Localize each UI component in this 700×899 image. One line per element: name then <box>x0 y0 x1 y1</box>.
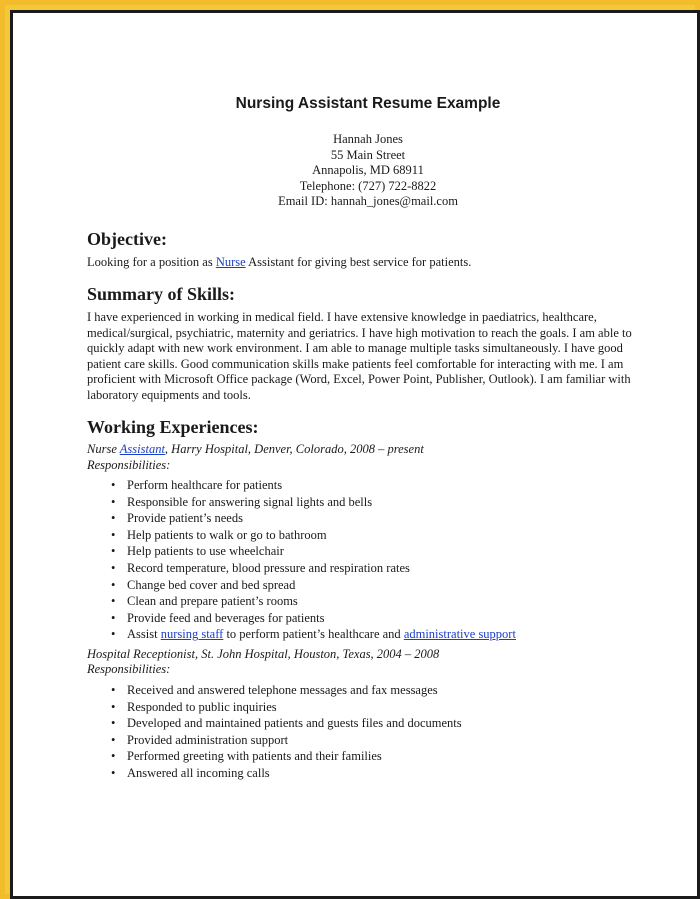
job-title: Hospital Receptionist, St. John Hospital, Houston, Texas, 2004 – 2008 <box>87 646 440 661</box>
job-entry <box>83 647 643 782</box>
list-item <box>111 593 643 610</box>
skills-heading: Summary of Skills: <box>87 284 236 304</box>
list-item <box>111 748 643 765</box>
nurse-link[interactable]: Nurse <box>215 254 246 269</box>
list-item-text: Change bed cover and bed spread <box>127 577 296 592</box>
bullet-icon: • <box>111 765 116 780</box>
bullet-icon: • <box>111 527 116 542</box>
list-item-text: Answered all incoming calls <box>127 765 270 780</box>
list-item <box>111 494 643 511</box>
bullet-icon: • <box>111 560 116 575</box>
list-item-text: Help patients to walk or go to bathroom <box>127 527 327 542</box>
list-item-text: Provide feed and beverages for patients <box>127 610 325 625</box>
responsibilities-list <box>83 682 643 782</box>
bullet-icon: • <box>111 749 116 764</box>
bullet-icon: • <box>111 577 116 592</box>
resume-title: Nursing Assistant Resume Example <box>235 95 501 112</box>
job-entry <box>83 442 643 643</box>
list-item-text: Developed and maintained patients and guests files and documents <box>127 716 462 731</box>
job-title-before: Nurse <box>87 442 120 456</box>
contact-block <box>83 132 643 210</box>
job-title-after: , Harry Hospital, Denver, Colorado, 2008 – present <box>164 442 424 456</box>
resume-content <box>83 95 643 782</box>
objective-text-before: Looking for a position as <box>87 254 216 269</box>
list-item-text: Perform healthcare for patients <box>127 478 283 492</box>
contact-email: Email ID: hannah_jones@mail.com <box>278 194 458 208</box>
list-item-text: Responsible for answering signal lights and bells <box>127 494 373 509</box>
objective-text <box>83 255 643 271</box>
bullet-icon: • <box>111 610 116 625</box>
list-item-text: Provide patient’s needs <box>127 511 243 526</box>
assistant-link[interactable]: Assistant <box>119 442 165 456</box>
responsibilities-label: Responsibilities: <box>87 662 171 677</box>
bullet-icon: • <box>111 511 116 526</box>
contact-telephone: Telephone: (727) 722-8822 <box>299 178 437 193</box>
responsibilities-label: Responsibilities: <box>87 457 171 472</box>
bullet-icon: • <box>111 627 116 642</box>
list-item <box>111 610 643 627</box>
responsibilities-list <box>83 477 643 643</box>
bullet-icon: • <box>111 699 116 714</box>
list-item <box>111 510 643 527</box>
list-item <box>111 682 643 699</box>
bullet-icon: • <box>111 682 116 697</box>
bullet-icon: • <box>111 716 116 731</box>
list-item <box>111 699 643 716</box>
list-item-text: Record temperature, blood pressure and respiration rates <box>127 560 410 575</box>
contact-name: Hannah Jones <box>333 132 403 146</box>
bullet-icon: • <box>111 594 116 609</box>
list-item <box>111 732 643 749</box>
nursing-staff-link[interactable]: nursing staff <box>160 627 224 642</box>
objective-text-after: Assistant for giving best service for patients. <box>245 254 472 269</box>
list-item <box>111 477 643 494</box>
list-item-text: Provided administration support <box>127 732 289 747</box>
list-item-text-before: Assist <box>127 627 161 642</box>
list-item <box>111 715 643 732</box>
list-item <box>111 560 643 577</box>
list-item <box>111 543 643 560</box>
resume-page <box>10 10 700 899</box>
list-item <box>111 527 643 544</box>
job-title <box>83 442 643 458</box>
list-item <box>111 765 643 782</box>
bullet-icon: • <box>111 732 116 747</box>
bullet-icon: • <box>111 478 116 492</box>
objective-heading: Objective: <box>87 228 167 249</box>
list-item-text: Help patients to use wheelchair <box>127 544 284 559</box>
bullet-icon: • <box>111 494 116 509</box>
administrative-support-link[interactable]: administrative support <box>403 627 516 642</box>
list-item-text: Clean and prepare patient’s rooms <box>127 594 298 609</box>
list-item <box>111 577 643 594</box>
bullet-icon: • <box>111 544 116 559</box>
list-item-text: Received and answered telephone messages and fax messages <box>127 682 438 697</box>
contact-city: Annapolis, MD 68911 <box>312 163 424 177</box>
list-item <box>111 626 643 643</box>
list-item-text: Performed greeting with patients and their families <box>127 749 382 764</box>
list-item-text-middle: to perform patient’s healthcare and <box>223 627 404 642</box>
skills-text: I have experienced in working in medical field. I have extensive knowledge in paediatrics, healthcare, medical/surgical, psychiatric, maternity and geriatrics. I have high motivation to reach the goals. I am able to quickly adapt with new work environment. I am able to manage multiple tasks simultaneously. I have good patient care skills. Good communication skills make patients feel comfortable for interacting with me. I am proficient with Microsoft Office package (Word, Excel, Power Point, Publisher, Outlook). I am familiar with laboratory equipments and tools. <box>87 310 632 402</box>
list-item-text: Responded to public inquiries <box>127 699 277 714</box>
work-heading: Working Experiences: <box>87 417 259 437</box>
contact-street: 55 Main Street <box>330 147 406 162</box>
